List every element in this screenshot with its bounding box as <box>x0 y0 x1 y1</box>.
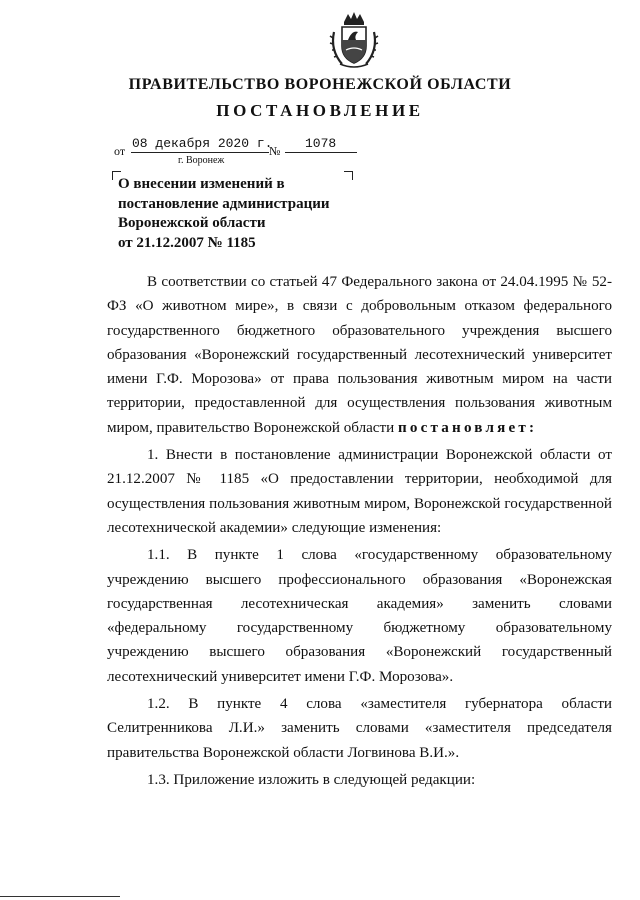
date-underline <box>131 152 269 153</box>
document-number: 1078 <box>305 136 337 151</box>
subject-line: Воронежской области <box>118 215 266 231</box>
document-type-title: ПОСТАНОВЛЕНИЕ <box>216 101 424 120</box>
voronezh-coat-of-arms-icon <box>328 10 380 68</box>
preamble-text: В соответствии со статьей 47 Федерального закона от 24.04.1995 № 52-ФЗ «О животном мире», в связи с добровольным отказом федерального государственного бюджетного образовательного учреждения высшего образования «Воронежский государственный лесотехнический университет имени Г.Ф. Морозова» от права пользования животным миром на части территории, предоставленной для осуществления пользования животным миром, правительство Воронежской области <box>107 274 612 436</box>
number-label: № <box>269 144 281 158</box>
subject-line: О внесении изменений в <box>118 176 285 192</box>
number-underline <box>285 152 357 153</box>
item-1-2-paragraph: 1.2. В пункте 4 слова «заместителя губернатора области Селитренникова Л.И.» заменить словами «заместителя председателя правительства Воронежской области Логвинова В.И.». <box>107 696 612 761</box>
document-date: 08 декабря 2020 г. <box>132 136 273 151</box>
city-label: г. Воронеж <box>178 155 225 166</box>
item-1-1-paragraph: 1.1. В пункте 1 слова «государственному образовательному учреждению высшего профессионального образования «Воронежская государственная лесотехническая академия» заменить словами «федеральному государственному бюджетному образовательному учреждению высшего образования «Воронежский государственный лесотехнический университет имени Г.Ф. Морозова». <box>107 547 612 685</box>
preamble-paragraph <box>107 270 612 440</box>
document-subject <box>118 175 358 253</box>
subject-line: от 21.12.2007 № 1185 <box>118 234 256 251</box>
footer-rule <box>0 896 120 897</box>
government-title: ПРАВИТЕЛЬСТВО ВОРОНЕЖСКОЙ ОБЛАСТИ <box>128 76 512 93</box>
document-body <box>107 270 612 792</box>
item-1-paragraph: 1. Внести в постановление администрации Воронежской области от 21.12.2007 № 1185 «О предоставлении территории, необходимой для осуществления пользования животным миром, Воронежской государственной лесотехнической академии» следующие изменения: <box>107 447 612 536</box>
subject-line: постановление администрации <box>118 195 330 212</box>
from-label: от <box>114 144 126 158</box>
date-number-line <box>114 138 364 172</box>
item-1-3-paragraph: 1.3. Приложение изложить в следующей редакции: <box>147 771 476 788</box>
resolves-keyword: постановляет: <box>397 419 538 436</box>
